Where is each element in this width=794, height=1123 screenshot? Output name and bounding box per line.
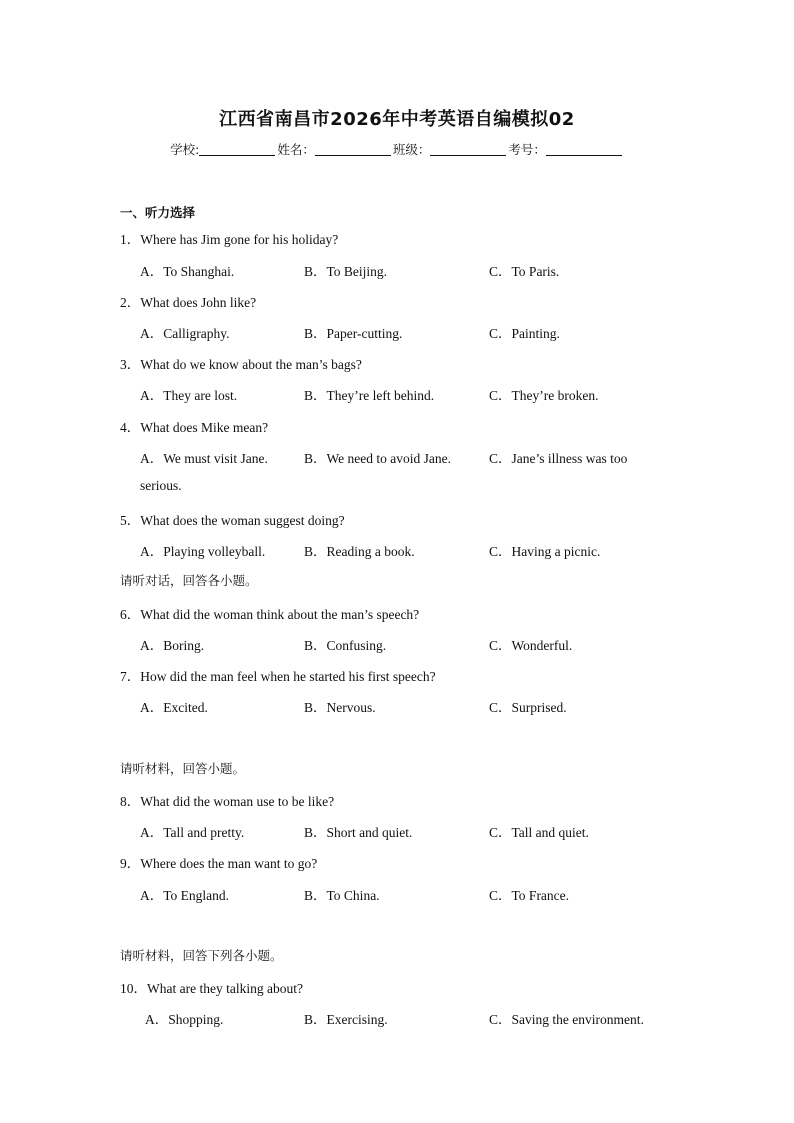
class-label: 班级： <box>392 142 431 157</box>
option-c-continued: serious. <box>140 478 182 493</box>
option-c: C．They’re broken. <box>489 388 599 403</box>
class-blank[interactable] <box>430 143 506 156</box>
option-b: B．Exercising. <box>304 1012 388 1027</box>
question-text: 1．Where has Jim gone for his holiday? <box>120 232 339 247</box>
option-a: A．Tall and pretty. <box>140 825 245 840</box>
question-text: 3．What do we know about the man’s bags? <box>120 357 362 372</box>
option-c: C．To France. <box>489 888 570 903</box>
option-b: B．They’re left behind. <box>304 388 435 403</box>
question-text: 10．What are they talking about? <box>120 981 303 996</box>
option-a: A．Excited. <box>140 700 208 715</box>
student-info-line <box>0 140 794 158</box>
option-c: C．Saving the environment. <box>489 1012 644 1027</box>
instruction-text: 请听对话，回答各小题。 <box>120 573 258 588</box>
section-title: 一、听力选择 <box>120 205 196 220</box>
option-b: B．Nervous. <box>304 700 376 715</box>
option-c: C．Jane’s illness was too <box>489 451 628 466</box>
option-a: A．To England. <box>140 888 230 903</box>
option-c: C．Having a picnic. <box>489 544 601 559</box>
option-b: B．To China. <box>304 888 380 903</box>
option-b: B．We need to avoid Jane. <box>304 451 451 466</box>
question-text: 9．Where does the man want to go? <box>120 856 318 871</box>
option-b: B．Short and quiet. <box>304 825 413 840</box>
exam-no-blank[interactable] <box>546 143 622 156</box>
option-c: C．To Paris. <box>489 264 560 279</box>
option-a: A．We must visit Jane. <box>140 451 268 466</box>
option-b: B．Reading a book. <box>304 544 415 559</box>
option-c: C．Painting. <box>489 326 560 341</box>
option-a: A．Calligraphy. <box>140 326 230 341</box>
instruction-text: 请听材料，回答小题。 <box>120 761 246 776</box>
question-text: 4．What does Mike mean? <box>120 420 269 435</box>
question-text: 5．What does the woman suggest doing? <box>120 513 345 528</box>
option-a: A．Playing volleyball. <box>140 544 266 559</box>
option-b: B．Confusing. <box>304 638 387 653</box>
page-title: 江西省南昌市2026年中考英语自编模拟02 <box>219 109 575 130</box>
option-a: A．To Shanghai. <box>140 264 235 279</box>
option-b: B．Paper-cutting. <box>304 326 403 341</box>
question-text: 6．What did the woman think about the man’s speech? <box>120 607 420 622</box>
option-b: B．To Beijing. <box>304 264 388 279</box>
school-blank[interactable] <box>199 143 275 156</box>
option-a: A．They are lost. <box>140 388 238 403</box>
school-label: 学校: <box>170 142 200 157</box>
question-text: 8．What did the woman use to be like? <box>120 794 335 809</box>
name-label: 姓名： <box>277 142 315 157</box>
question-text: 7．How did the man feel when he started his first speech? <box>120 669 436 684</box>
instruction-text: 请听材料，回答下列各小题。 <box>120 948 283 963</box>
exam-no-label: 考号： <box>508 142 546 157</box>
name-blank[interactable] <box>315 143 391 156</box>
option-a: A．Shopping. <box>145 1012 224 1027</box>
option-c: C．Wonderful. <box>489 638 573 653</box>
question-text: 2．What does John like? <box>120 295 257 310</box>
option-c: C．Tall and quiet. <box>489 825 589 840</box>
option-a: A．Boring. <box>140 638 205 653</box>
option-c: C．Surprised. <box>489 700 567 715</box>
